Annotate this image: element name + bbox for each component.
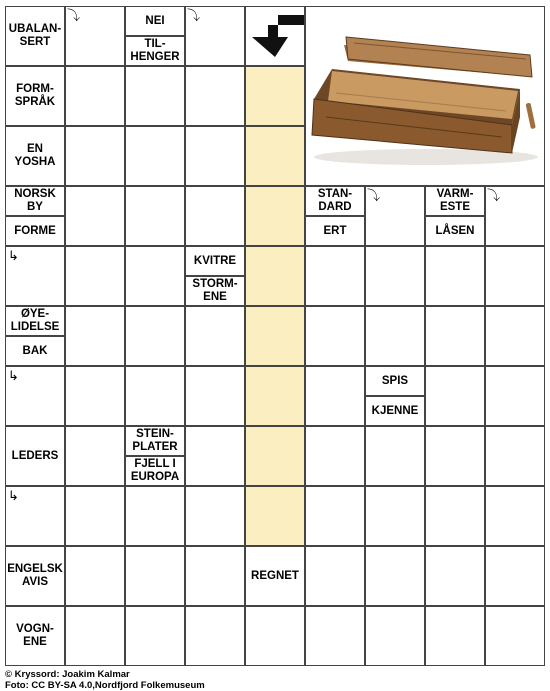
answer-cell[interactable] xyxy=(185,546,245,606)
answer-cell[interactable] xyxy=(305,246,365,306)
wooden-box-image xyxy=(306,7,544,185)
big-down-arrow-icon xyxy=(246,7,304,65)
answer-cell[interactable] xyxy=(65,126,125,186)
clue-stormene: STORM- ENE xyxy=(185,276,245,306)
crossword-board xyxy=(5,6,545,666)
answer-cell[interactable] xyxy=(425,486,485,546)
answer-cell[interactable] xyxy=(305,606,365,666)
answer-cell[interactable] xyxy=(365,246,425,306)
clue-leders: LEDERS xyxy=(5,426,65,486)
curved-arrow-icon: ⤵ xyxy=(367,188,381,203)
answer-cell[interactable] xyxy=(185,366,245,426)
answer-cell[interactable] xyxy=(425,606,485,666)
answer-cell[interactable] xyxy=(305,366,365,426)
solution-cell[interactable] xyxy=(245,186,305,246)
clue-steinplater: STEIN- PLATER xyxy=(125,426,185,456)
solution-cell[interactable] xyxy=(245,366,305,426)
answer-cell[interactable] xyxy=(425,426,485,486)
answer-cell[interactable] xyxy=(125,306,185,366)
answer-cell[interactable] xyxy=(65,426,125,486)
answer-cell[interactable] xyxy=(365,426,425,486)
clue-engelsk-avis: ENGELSK AVIS xyxy=(5,546,65,606)
clue-kvitre: KVITRE xyxy=(185,246,245,276)
answer-cell[interactable] xyxy=(65,486,125,546)
answer-cell[interactable] xyxy=(425,546,485,606)
answer-cell[interactable] xyxy=(125,366,185,426)
answer-cell[interactable] xyxy=(65,306,125,366)
answer-cell[interactable] xyxy=(305,306,365,366)
solution-cell[interactable] xyxy=(245,246,305,306)
answer-cell[interactable] xyxy=(365,606,425,666)
clue-fjell-i-europa: FJELL I EUROPA xyxy=(125,456,185,486)
answer-cell[interactable] xyxy=(485,546,545,606)
turn-right-arrow-icon: ↳ xyxy=(8,368,19,383)
answer-cell[interactable] xyxy=(365,306,425,366)
answer-cell[interactable] xyxy=(65,546,125,606)
answer-cell[interactable] xyxy=(125,66,185,126)
answer-cell[interactable] xyxy=(485,306,545,366)
clue-kjenne: KJENNE xyxy=(365,396,425,426)
answer-cell[interactable] xyxy=(125,246,185,306)
credit-photo: Foto: CC BY-SA 4.0,Nordfjord Folkemuseum xyxy=(5,680,205,691)
answer-cell[interactable] xyxy=(365,546,425,606)
answer-cell[interactable] xyxy=(485,426,545,486)
curved-arrow-icon: ⤵ xyxy=(187,8,201,23)
answer-cell[interactable] xyxy=(305,546,365,606)
clue-en-yosha: EN YOSHA xyxy=(5,126,65,186)
answer-cell[interactable] xyxy=(425,306,485,366)
answer-cell[interactable] xyxy=(65,186,125,246)
answer-cell[interactable] xyxy=(125,186,185,246)
clue-bak: BAK xyxy=(5,336,65,366)
answer-cell[interactable] xyxy=(65,366,125,426)
answer-cell[interactable] xyxy=(185,126,245,186)
solution-cell[interactable] xyxy=(245,66,305,126)
solution-cell[interactable] xyxy=(245,486,305,546)
answer-cell[interactable] xyxy=(245,606,305,666)
clue-regnet: REGNET xyxy=(245,546,305,606)
credit-text xyxy=(5,669,205,691)
answer-cell[interactable] xyxy=(125,606,185,666)
turn-right-arrow-icon: ↳ xyxy=(8,488,19,503)
clue-ert: ERT xyxy=(305,216,365,246)
clue-oyelidelse: ØYE- LIDELSE xyxy=(5,306,65,336)
curved-arrow-icon: ⤵ xyxy=(487,188,501,203)
answer-cell[interactable] xyxy=(365,486,425,546)
answer-cell[interactable] xyxy=(185,186,245,246)
answer-cell[interactable] xyxy=(65,66,125,126)
clue-lasen: LÅSEN xyxy=(425,216,485,246)
start-arrow-cell xyxy=(245,6,305,66)
clue-nei: NEI xyxy=(125,6,185,36)
solution-cell[interactable] xyxy=(245,426,305,486)
answer-cell[interactable] xyxy=(425,366,485,426)
answer-cell[interactable] xyxy=(125,126,185,186)
answer-cell[interactable] xyxy=(305,486,365,546)
clue-formsprak: FORM- SPRÅK xyxy=(5,66,65,126)
answer-cell[interactable] xyxy=(185,606,245,666)
curved-arrow-icon: ⤵ xyxy=(67,8,81,23)
answer-cell[interactable] xyxy=(185,306,245,366)
credit-author: © Kryssord: Joakim Kalmar xyxy=(5,669,130,680)
solution-cell[interactable] xyxy=(245,126,305,186)
answer-cell[interactable] xyxy=(185,66,245,126)
clue-tilhenger: TIL- HENGER xyxy=(125,36,185,66)
crossword-photo xyxy=(305,6,545,186)
turn-right-arrow-icon: ↳ xyxy=(8,248,19,263)
answer-cell[interactable] xyxy=(305,426,365,486)
solution-cell[interactable] xyxy=(245,306,305,366)
answer-cell[interactable] xyxy=(125,486,185,546)
clue-standard: STAN- DARD xyxy=(305,186,365,216)
answer-cell[interactable] xyxy=(485,486,545,546)
answer-cell[interactable] xyxy=(485,246,545,306)
clue-spis: SPIS xyxy=(365,366,425,396)
answer-cell[interactable] xyxy=(425,246,485,306)
answer-cell[interactable] xyxy=(185,486,245,546)
answer-cell[interactable] xyxy=(125,546,185,606)
clue-ubalansert: UBALAN- SERT xyxy=(5,6,65,66)
answer-cell[interactable] xyxy=(185,426,245,486)
answer-cell[interactable] xyxy=(485,606,545,666)
answer-cell[interactable] xyxy=(485,366,545,426)
clue-forme: FORME xyxy=(5,216,65,246)
answer-cell[interactable] xyxy=(65,246,125,306)
answer-cell[interactable] xyxy=(65,606,125,666)
clue-varmeste: VARM- ESTE xyxy=(425,186,485,216)
clue-vognene: VOGN- ENE xyxy=(5,606,65,666)
clue-norsk-by: NORSK BY xyxy=(5,186,65,216)
